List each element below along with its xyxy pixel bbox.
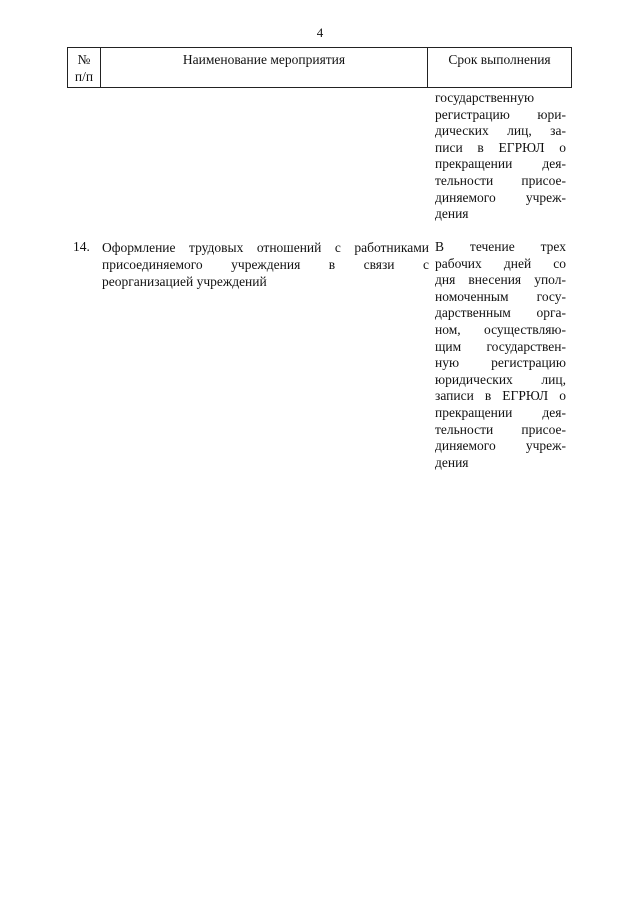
term-line: рабочих дней со: [435, 255, 566, 271]
term-line: тельности присое-: [435, 172, 566, 188]
row-term-cell: [435, 239, 566, 471]
term-line: записи в ЕГРЮЛ о: [435, 388, 566, 404]
term-line: тельности присое-: [435, 421, 566, 437]
term-line: писи в ЕГРЮЛ о: [435, 139, 566, 155]
term-line: государственную: [435, 90, 535, 105]
page-number: 4: [316, 25, 324, 40]
header-number-column: [68, 48, 101, 87]
name-line: Оформление трудовых отношений с работниками: [102, 240, 429, 255]
header-term-column: Срок выполнения: [448, 52, 551, 67]
header-number-symbol: №: [77, 52, 91, 67]
term-line: прекращении дея-: [435, 156, 566, 172]
row-number: 14.: [73, 239, 90, 254]
term-line: номоченным госу-: [435, 288, 566, 304]
term-line: диняемого учреж-: [435, 189, 566, 205]
term-line: прекращении дея-: [435, 404, 566, 420]
term-line: дических лиц, за-: [435, 123, 566, 139]
row-name-cell: [102, 239, 429, 290]
term-line: щим государствен-: [435, 338, 566, 354]
term-line: юридических лиц,: [435, 371, 566, 387]
term-line: ном, осуществляю-: [435, 321, 566, 337]
term-line: дения: [435, 454, 469, 470]
continuation-term-cell: [435, 90, 566, 223]
table-header: [67, 47, 572, 88]
header-number-abbrev: п/п: [74, 69, 94, 84]
name-line: реорганизацией учреждений: [102, 274, 267, 289]
term-line: ную регистрацию: [435, 355, 566, 371]
term-line: диняемого учреж-: [435, 438, 566, 454]
term-line: дня внесения упол-: [435, 272, 566, 288]
term-line: дарственным орга-: [435, 305, 566, 321]
name-line: присоединяемого учреждения в связи с: [102, 257, 429, 272]
term-line: В течение трех: [435, 239, 566, 254]
term-line: дения: [435, 206, 469, 222]
header-name-column: Наименование мероприятия: [101, 48, 428, 87]
term-line: регистрацию юри-: [435, 106, 566, 122]
